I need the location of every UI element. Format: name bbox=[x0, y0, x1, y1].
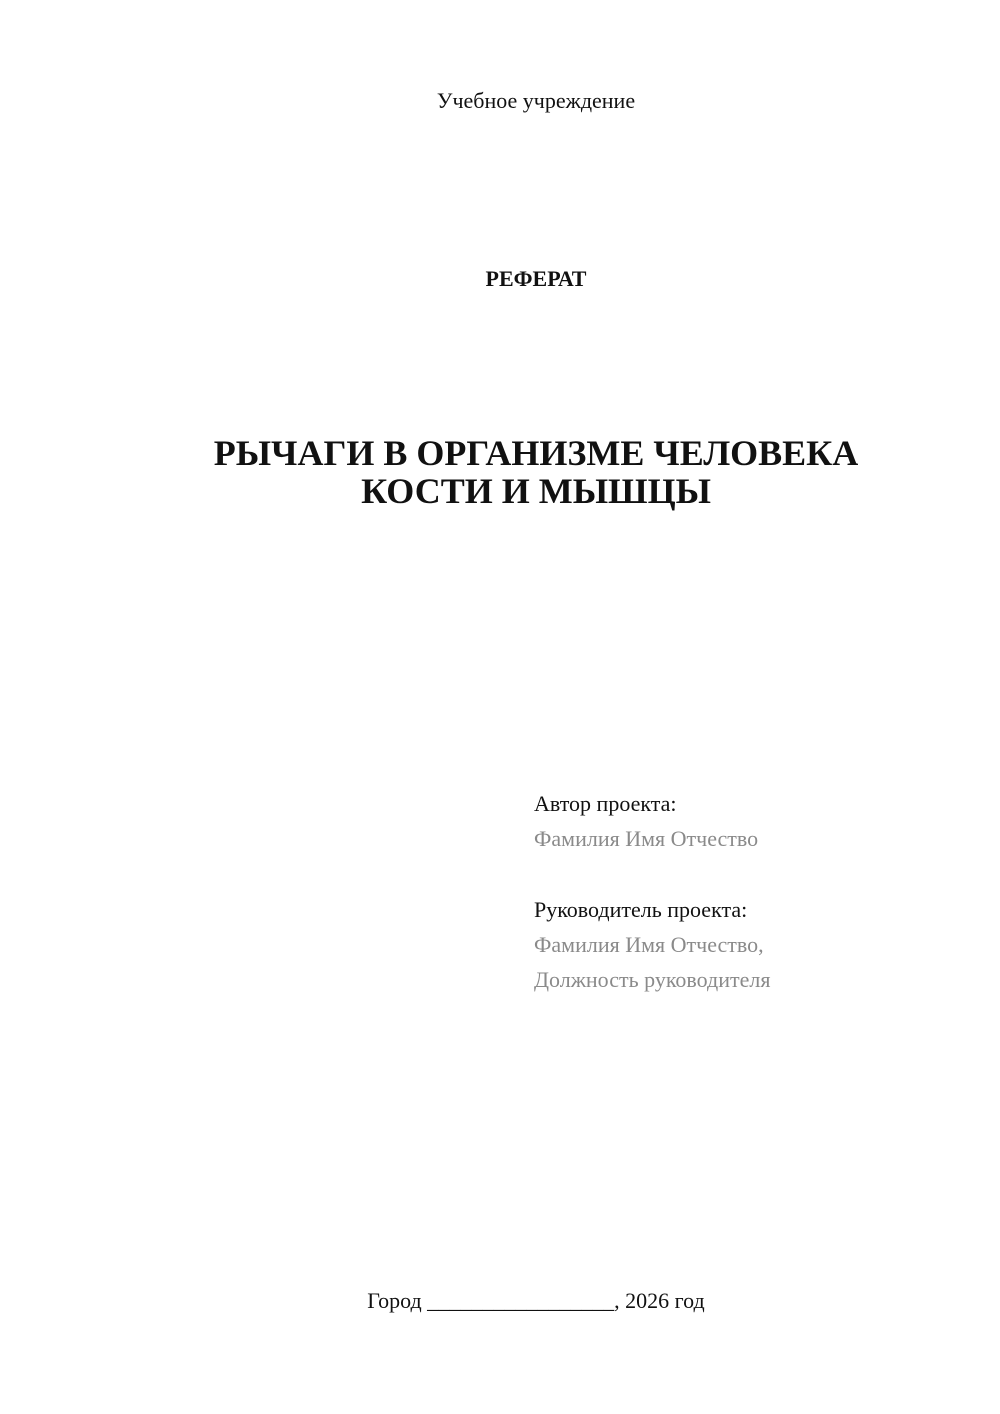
document-title bbox=[0, 434, 1000, 510]
author-label: Автор проекта: bbox=[534, 791, 677, 816]
city-year-line: Город _________________, 2026 год bbox=[367, 1288, 705, 1313]
author-name: Фамилия Имя Отчество bbox=[534, 826, 759, 851]
supervisor-position: Должность руководителя bbox=[534, 967, 771, 992]
supervisor-label: Руководитель проекта: bbox=[534, 897, 748, 922]
credits-spacer bbox=[534, 856, 770, 892]
credits-block bbox=[534, 786, 770, 997]
title-line-1: РЫЧАГИ В ОРГАНИЗМЕ ЧЕЛОВЕКА bbox=[213, 433, 859, 473]
supervisor-name: Фамилия Имя Отчество, bbox=[534, 932, 764, 957]
institution-name: Учебное учреждение bbox=[436, 88, 636, 113]
document-type: РЕФЕРАТ bbox=[485, 266, 587, 291]
title-line-2: КОСТИ И МЫШЦЫ bbox=[361, 471, 711, 511]
